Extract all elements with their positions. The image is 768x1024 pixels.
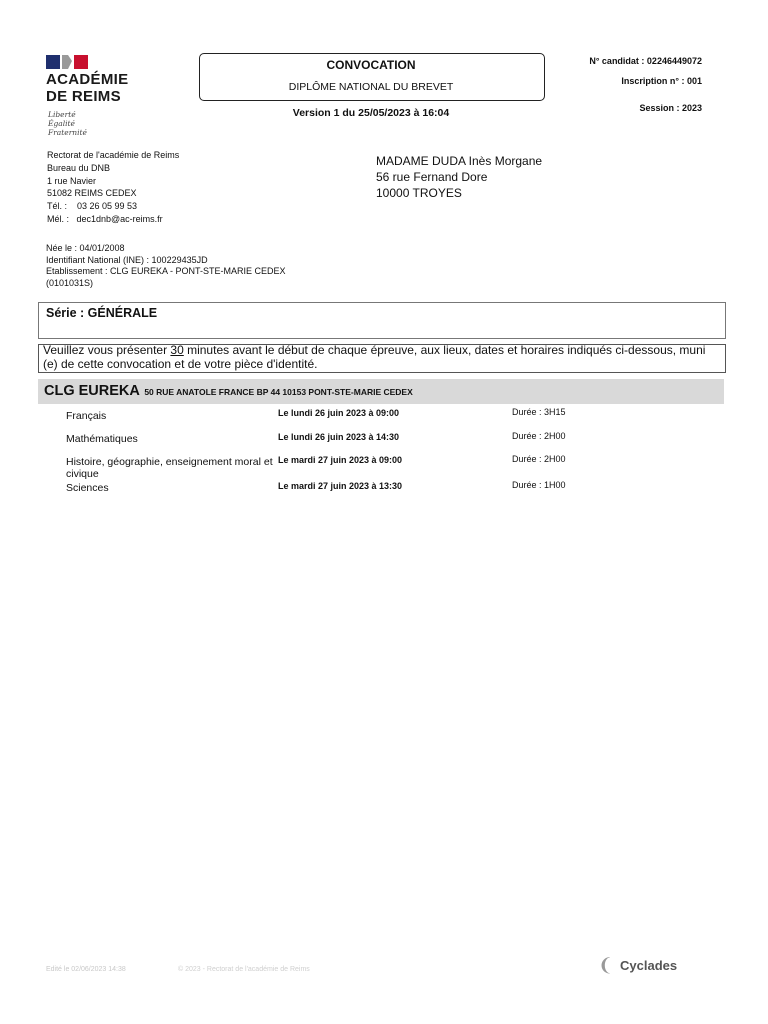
republic-motto: [48, 110, 87, 137]
rectorat-line: Rectorat de l'académie de Reims: [47, 150, 180, 160]
recipient-city: 10000 TROYES: [376, 186, 462, 200]
notice-text: Veuillez vous présenter: [43, 343, 171, 357]
footer-edition-date: Edité le 02/06/2023 14:38: [46, 966, 126, 973]
exam-duration: Durée : 2H00: [512, 431, 566, 441]
candidate-number: N° candidat : 02246449072: [589, 56, 702, 66]
inscription-number: Inscription n° : 001: [621, 76, 702, 86]
notice-minutes: 30: [170, 343, 184, 357]
exam-duration: Durée : 2H00: [512, 454, 566, 464]
exam-duration: Durée : 1H00: [512, 480, 566, 490]
exam-date: Le lundi 26 juin 2023 à 09:00: [278, 408, 400, 418]
rectorat-line: 51082 REIMS CEDEX: [47, 188, 137, 199]
centre-name: CLG EUREKA: [44, 383, 140, 399]
exam-subject: Français: [66, 410, 107, 422]
centre-address: 50 RUE ANATOLE FRANCE BP 44 10153 PONT-STE-MARIE CEDEX: [144, 387, 413, 397]
candidate-identity: [46, 243, 286, 289]
arrival-notice: [43, 344, 723, 371]
academie-line2: DE REIMS: [46, 88, 121, 105]
document-title: CONVOCATION: [326, 58, 416, 72]
recipient-name: MADAME DUDA Inès Morgane: [376, 154, 543, 168]
cyclades-logo-icon: ❨: [598, 955, 614, 975]
exam-subject: Sciences: [66, 482, 109, 494]
rectorat-phone: Tél. : 03 26 05 99 53: [47, 201, 138, 212]
motto-fraternite: Fraternité: [48, 128, 87, 137]
marianne-logo-icon: [46, 53, 90, 71]
footer-copyright: © 2023 - Rectorat de l'académie de Reims: [178, 966, 310, 973]
rectorat-line: Bureau du DNB: [47, 162, 111, 173]
exam-subject: Mathématiques: [66, 433, 138, 445]
national-id: Identifiant National (INE) : 100229435JD: [46, 254, 208, 265]
academie-line1: ACADÉMIE: [46, 71, 129, 88]
motto-egalite: Égalité: [48, 119, 75, 128]
footer-brand: Cyclades: [620, 958, 678, 973]
exam-subject: Histoire, géographie, enseignement moral et civique: [66, 456, 273, 480]
exam-date: Le lundi 26 juin 2023 à 14:30: [278, 432, 400, 442]
session-year: Session : 2023: [639, 103, 702, 113]
school-code: (0101031S): [46, 277, 94, 288]
academie-name: [46, 71, 128, 105]
exam-date: Le mardi 27 juin 2023 à 09:00: [278, 455, 403, 465]
rectorat-line: 1 rue Navier: [47, 175, 97, 186]
document-version: Version 1 du 25/05/2023 à 16:04: [292, 107, 450, 119]
exam-date: Le mardi 27 juin 2023 à 13:30: [278, 481, 403, 491]
rectorat-email: Mél. : dec1dnb@ac-reims.fr: [47, 213, 163, 224]
school: Etablissement : CLG EUREKA - PONT-STE-MARIE CEDEX: [46, 266, 286, 276]
serie-label: Série : GÉNÉRALE: [46, 306, 158, 320]
recipient-street: 56 rue Fernand Dore: [376, 170, 488, 184]
birth-date: Née le : 04/01/2008: [46, 243, 125, 253]
exam-duration: Durée : 3H15: [512, 407, 566, 417]
document-subtitle: DIPLÔME NATIONAL DU BREVET: [288, 81, 454, 93]
motto-liberte: Liberté: [48, 110, 76, 119]
recipient-address: [376, 153, 542, 201]
notice-text: minutes avant le début de chaque épreuve, aux lieux, dates et horaires indiqués ci-dessous, muni (e) de cette convocation et de votre pièce d'identité.: [43, 343, 706, 371]
rectorat-address: [47, 149, 179, 226]
exam-centre: [44, 382, 413, 400]
